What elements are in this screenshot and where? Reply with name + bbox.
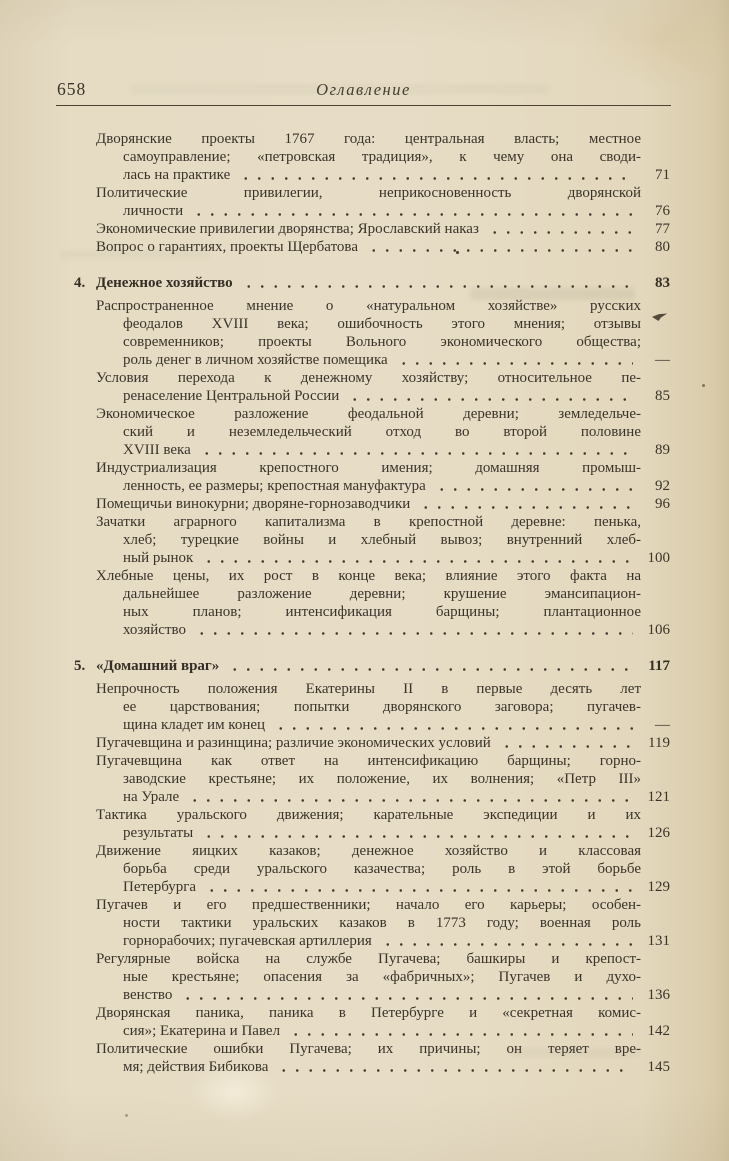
toc-entry-line: Движение яицких казаков; денежное хозяйство и классовая xyxy=(96,843,641,859)
toc-entry-lastline xyxy=(96,202,670,220)
page-ref: 76 xyxy=(655,203,670,219)
page-ref: — xyxy=(655,352,670,368)
chapter-number: 5. xyxy=(74,658,86,674)
toc-entry-line: лась на практике xyxy=(123,167,231,183)
page-ref: 136 xyxy=(647,987,670,1003)
toc-entry-lastline xyxy=(96,495,670,513)
page-ref: 131 xyxy=(647,933,670,949)
toc-entry-line: Помещичьи винокурни; дворяне-горнозаводчики xyxy=(96,496,411,512)
dot-leader xyxy=(381,932,633,950)
toc-entry-lastline xyxy=(96,477,670,495)
toc-entry-line: на Урале xyxy=(123,789,180,805)
toc-entry xyxy=(96,369,670,405)
toc-entry xyxy=(96,680,670,734)
dot-leader xyxy=(181,986,633,1004)
toc-entry xyxy=(96,567,670,639)
toc-entry-line: ренаселение Центральной России xyxy=(123,388,340,404)
dot-leader xyxy=(239,166,633,184)
dot-leader xyxy=(192,202,633,220)
toc-entry-line: Дворянская паника, паника в Петербурге и «секретная комис- xyxy=(96,1005,641,1021)
toc-entry xyxy=(96,495,670,513)
toc-entry-line: ее царствования; попытки дворянского заговора; пугачев- xyxy=(123,699,641,715)
page-ref: 119 xyxy=(648,735,670,751)
dot-leader xyxy=(348,387,633,405)
chapter-number: 4. xyxy=(74,275,86,291)
toc-entry-line: Распространенное мнение о «натуральном хозяйстве» русских xyxy=(96,298,641,314)
toc-entry-lastline xyxy=(96,441,670,459)
dot-leader xyxy=(205,878,633,896)
ink-speck-artifact xyxy=(125,1114,128,1117)
page-ref: 85 xyxy=(655,388,670,404)
dot-leader xyxy=(419,495,633,513)
toc-entry-line: роль денег в личном хозяйстве помещика xyxy=(123,352,388,368)
toc-entry-line: самоуправление; «петровская традиция», к чему она своди- xyxy=(123,149,641,165)
toc-entry-line: борьба среди уральского казачества; роль в этой борьбе xyxy=(123,861,641,877)
page-ref: 121 xyxy=(647,789,670,805)
toc-entry-lastline xyxy=(96,220,670,238)
toc-entry-line: Экономическое разложение феодальной деревни; земледельче- xyxy=(96,406,641,422)
toc-entry-line: Хлебные цены, их рост в конце века; влияние этого факта на xyxy=(96,568,641,584)
page-ref: 96 xyxy=(655,496,670,512)
toc-entry-lastline xyxy=(96,166,670,184)
toc-entry xyxy=(96,238,670,256)
toc-entry-lastline xyxy=(96,716,670,734)
toc-entry-line: Тактика уральского движения; карательные экспедиции и их xyxy=(96,807,641,823)
dot-leader xyxy=(274,716,633,734)
dot-leader xyxy=(242,274,633,292)
toc-entry-lastline xyxy=(96,549,670,567)
toc-entry-line: венство xyxy=(123,987,173,1003)
toc-entry-line: ных планов; интенсификация барщины; плантационное xyxy=(123,604,641,620)
page-ref: — xyxy=(655,717,670,733)
page-ref: 71 xyxy=(655,167,670,183)
toc-entry xyxy=(96,184,670,220)
toc-entry xyxy=(96,1040,670,1076)
toc-entry-lastline xyxy=(96,387,670,405)
ink-speck-artifact xyxy=(456,251,459,254)
toc-entry-lastline xyxy=(96,986,670,1004)
dot-leader xyxy=(202,549,633,567)
toc-entry xyxy=(96,297,670,369)
toc-entry-lastline xyxy=(96,351,670,369)
toc-entry-line: Петербурга xyxy=(123,879,197,895)
dot-leader xyxy=(488,220,633,238)
page-ref: 80 xyxy=(655,239,670,255)
page-ref: 106 xyxy=(647,622,670,638)
toc-entry-line: Индустриализация крепостного имения; домашняя промыш- xyxy=(96,460,641,476)
toc-entry xyxy=(96,752,670,806)
toc-entry-line: результаты xyxy=(123,825,194,841)
toc-entry-line: Зачатки аграрного капитализма в крепостной деревне: пенька, xyxy=(96,514,641,530)
page-ref: 142 xyxy=(647,1023,670,1039)
toc-entry-line: XVIII века xyxy=(123,442,191,458)
toc-entry-line: Пугачевщина и разинщина; различие экономических условий xyxy=(96,735,491,751)
table-of-contents xyxy=(56,130,670,1076)
chapter-title: Денежное хозяйство xyxy=(96,275,233,291)
toc-entry xyxy=(96,405,670,459)
page-number: 658 xyxy=(57,79,87,99)
toc-entry-lastline xyxy=(96,734,670,752)
toc-entry-line: Политические ошибки Пугачева; их причины; он теряет вре- xyxy=(96,1041,641,1057)
dot-leader xyxy=(195,621,633,639)
dot-leader xyxy=(367,238,633,256)
dot-leader xyxy=(397,351,633,369)
toc-entry-line: современников; проекты Вольного экономического общества; xyxy=(123,334,641,350)
toc-entry-line: сия»; Екатерина и Павел xyxy=(123,1023,281,1039)
toc-entry-lastline xyxy=(96,1022,670,1040)
toc-entry-line: Экономические привилегии дворянства; Ярославский наказ xyxy=(96,221,479,237)
toc-entry-lastline xyxy=(96,788,670,806)
toc-entry-line: хлеб; турецкие войны и хлебный вывоз; внутренний хлеб- xyxy=(123,532,641,548)
page-ref: 126 xyxy=(647,825,670,841)
dot-leader xyxy=(289,1022,633,1040)
toc-entry-line: Пугачевщина как ответ на интенсификацию барщины; горно- xyxy=(96,753,641,769)
toc-entry-line: ности тактики уральских казаков в 1773 году; военная роль xyxy=(123,915,641,931)
toc-entry-line: заводские крестьяне; их положение, их волнения; «Петр III» xyxy=(123,771,641,787)
toc-entry-line: личности xyxy=(123,203,184,219)
dot-leader xyxy=(202,824,633,842)
page-header xyxy=(56,79,671,107)
toc-entry xyxy=(96,842,670,896)
page-ref: 92 xyxy=(655,478,670,494)
toc-chapter-heading xyxy=(74,274,670,292)
toc-entry-line: феодалов XVIII века; ошибочность этого мнения; отзывы xyxy=(123,316,641,332)
toc-entry xyxy=(96,1004,670,1040)
toc-entry-line: Непрочность положения Екатерины II в первые десять лет xyxy=(96,681,641,697)
page-ref: 77 xyxy=(655,221,670,237)
page-ref: 145 xyxy=(647,1059,670,1075)
toc-entry-line: ский и неземледельческий отход во второй половине xyxy=(123,424,641,440)
toc-entry xyxy=(96,950,670,1004)
toc-entry-line: Регулярные войска на службе Пугачева; башкиры и крепост- xyxy=(96,951,641,967)
toc-entry-line: Вопрос о гарантиях, проекты Щербатова xyxy=(96,239,358,255)
toc-chapter-heading xyxy=(74,657,670,675)
toc-entry-line: дальнейшее разложение деревни; крушение эмансипацион- xyxy=(123,586,641,602)
running-title: Оглавление xyxy=(316,80,411,99)
toc-entry-line: ленность, ее размеры; крепостная мануфактура xyxy=(123,478,426,494)
toc-entry-lastline xyxy=(96,932,670,950)
dot-leader xyxy=(188,788,633,806)
toc-entry-line: Пугачев и его предшественники; начало его карьеры; особен- xyxy=(96,897,641,913)
toc-entry-line: ный рынок xyxy=(123,550,194,566)
toc-entry-line: щина кладет им конец xyxy=(123,717,266,733)
page-ref: 83 xyxy=(655,275,670,291)
toc-entry-line: мя; действия Бибикова xyxy=(123,1059,269,1075)
toc-entry xyxy=(96,734,670,752)
toc-entry-lastline xyxy=(96,621,670,639)
page-ref: 129 xyxy=(647,879,670,895)
dot-leader xyxy=(500,734,633,752)
toc-entry xyxy=(96,513,670,567)
page-ref: 100 xyxy=(647,550,670,566)
toc-entry xyxy=(96,896,670,950)
toc-entry-line: ные крестьяне; опасения за «фабричных»; Пугачев и духо- xyxy=(123,969,641,985)
toc-entry-line: Дворянские проекты 1767 года: центральная власть; местное xyxy=(96,131,641,147)
dot-leader xyxy=(435,477,633,495)
page-ref: 89 xyxy=(655,442,670,458)
ink-speck-artifact xyxy=(702,384,705,387)
toc-entry-line: Политические привилегии, неприкосновенность дворянской xyxy=(96,185,641,201)
toc-entry-line: горнорабочих; пугачевская артиллерия xyxy=(123,933,372,949)
page-ref: 117 xyxy=(648,658,670,674)
header-rule xyxy=(56,105,671,106)
toc-entry-lastline xyxy=(96,878,670,896)
toc-entry xyxy=(96,220,670,238)
dot-leader xyxy=(228,657,633,675)
toc-entry xyxy=(96,806,670,842)
toc-entry-lastline xyxy=(96,824,670,842)
chapter-title: «Домашний враг» xyxy=(96,658,220,674)
toc-entry-lastline xyxy=(96,238,670,256)
dot-leader xyxy=(277,1058,633,1076)
toc-entry xyxy=(96,130,670,184)
dot-leader xyxy=(200,441,633,459)
toc-entry-line: хозяйство xyxy=(123,622,186,638)
toc-entry-lastline xyxy=(96,1058,670,1076)
toc-entry-line: Условия перехода к денежному хозяйству; относительное пе- xyxy=(96,370,641,386)
toc-entry xyxy=(96,459,670,495)
